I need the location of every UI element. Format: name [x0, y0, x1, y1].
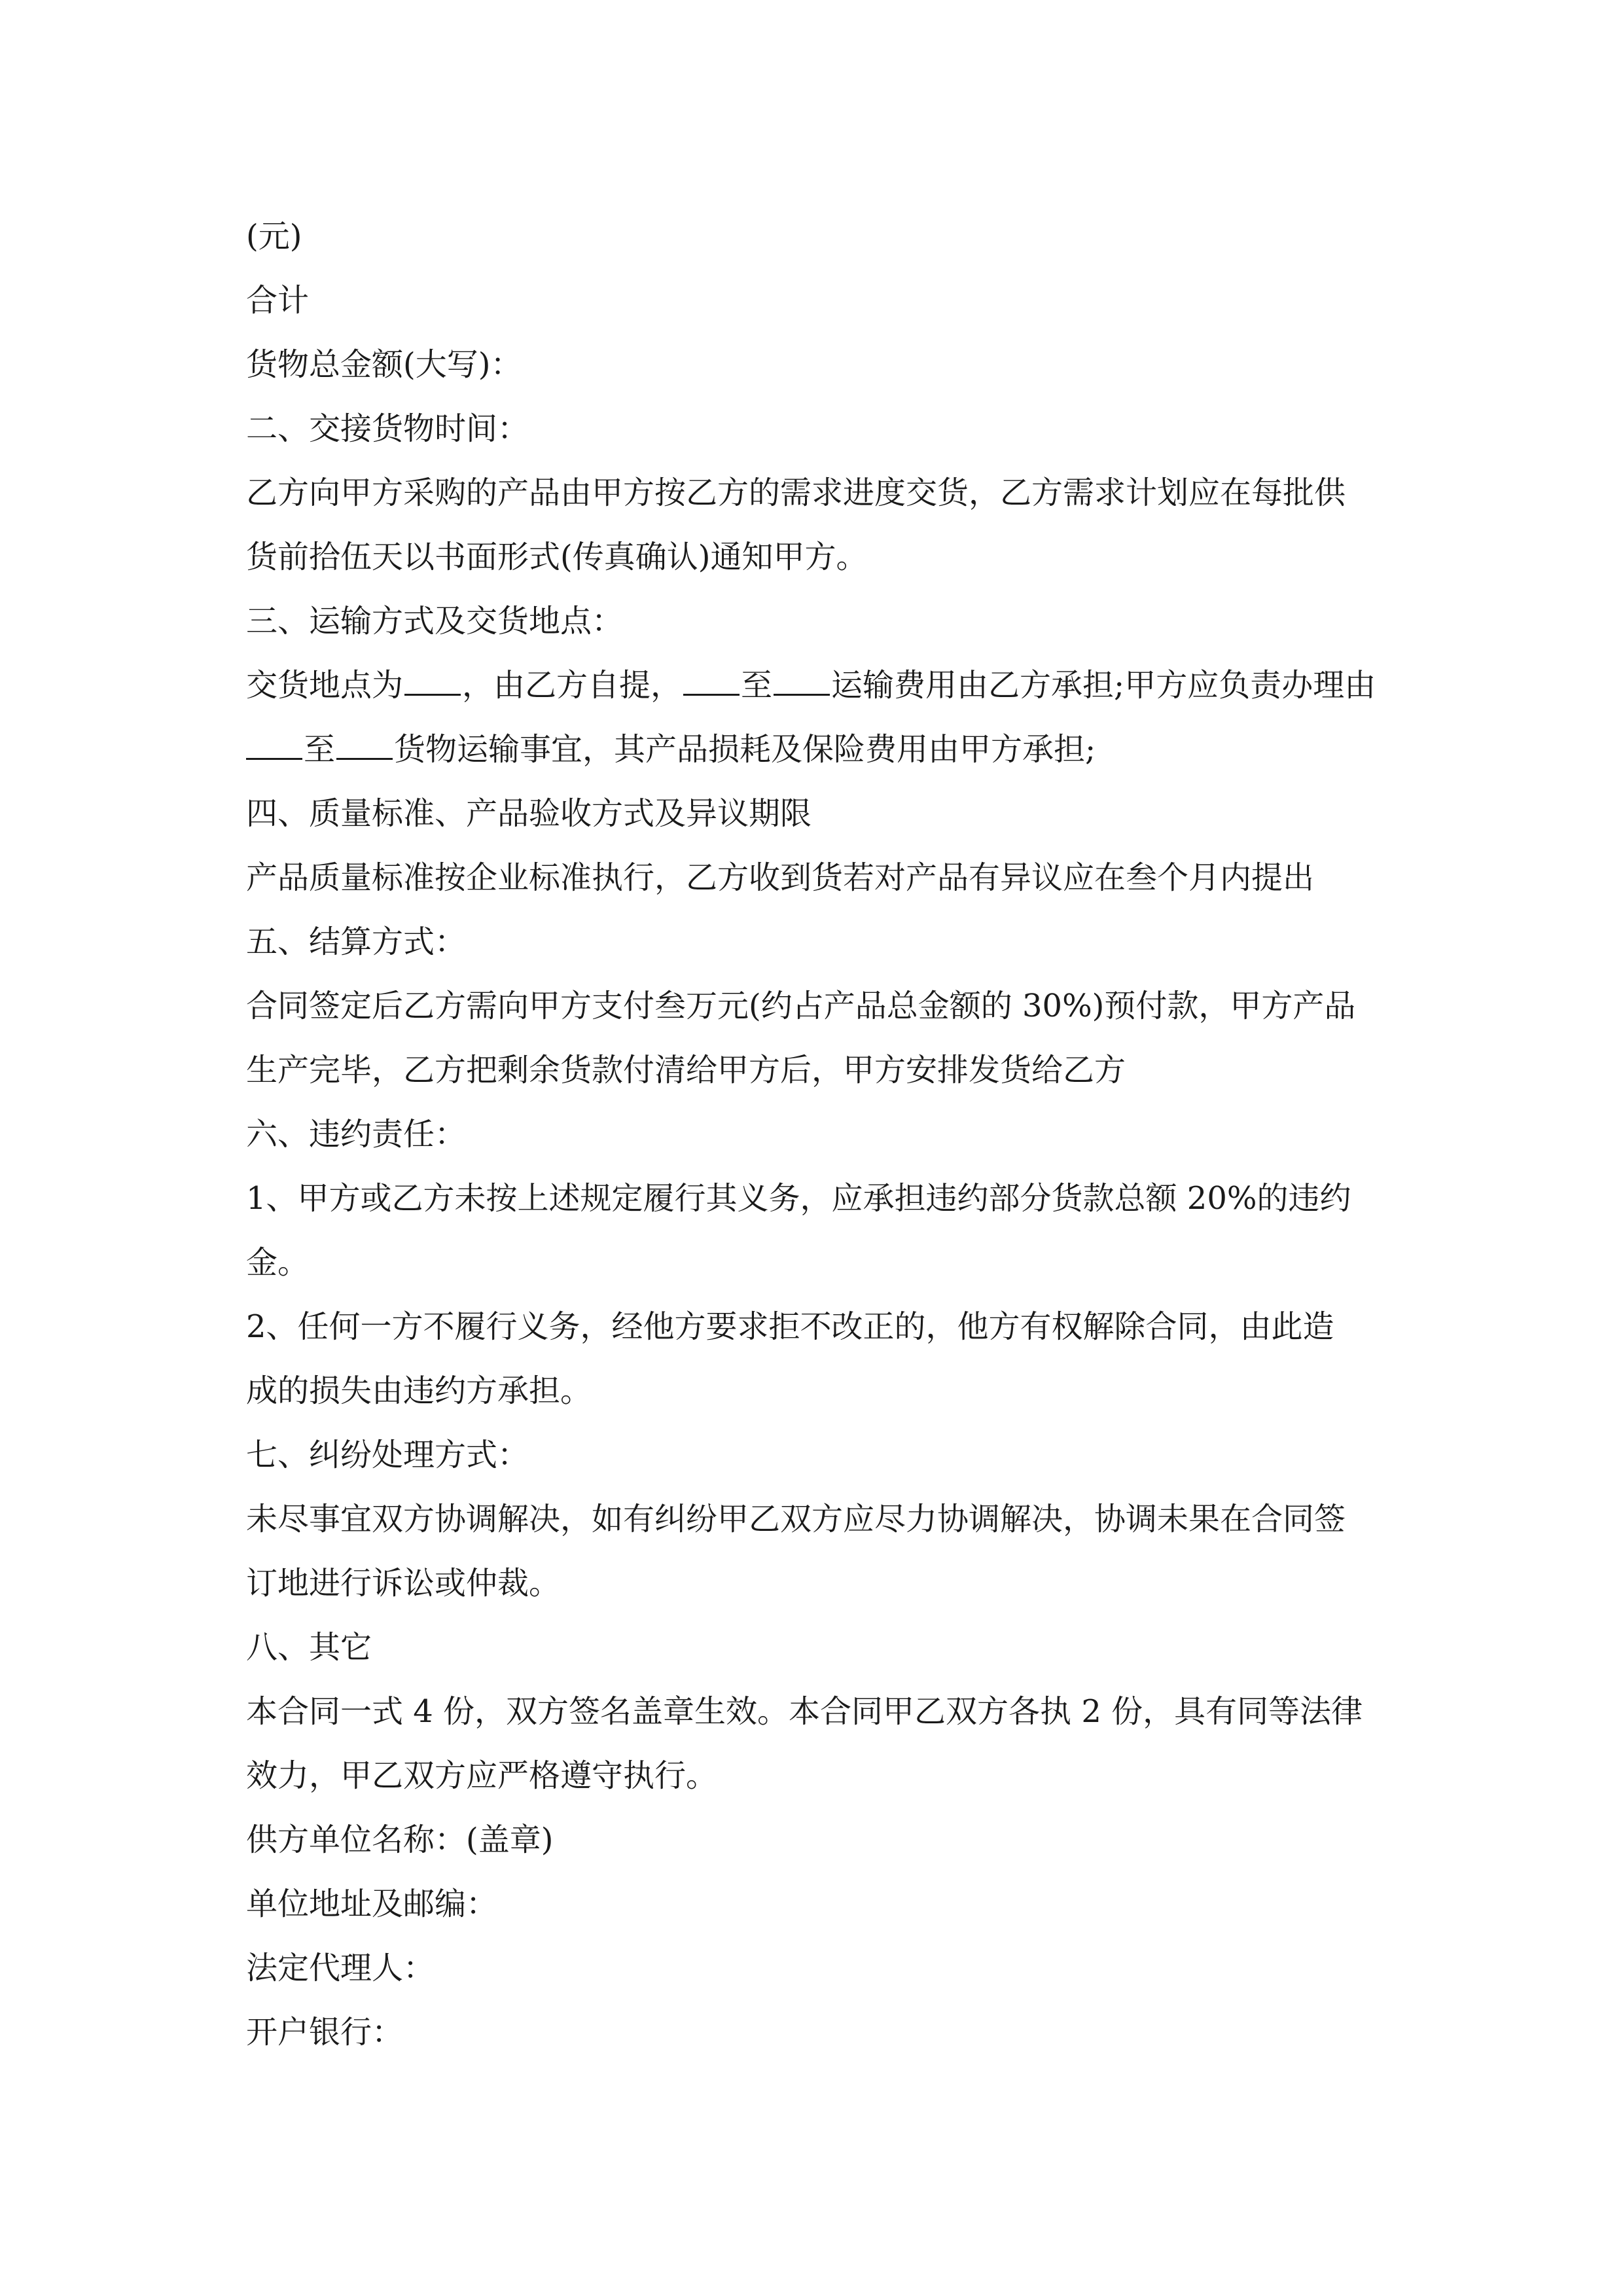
legal-agent-label: 法定代理人： [246, 1950, 435, 1986]
delivery-text: 交货地点为 [246, 667, 404, 704]
bank-label: 开户银行： [246, 2014, 404, 2051]
text-line: 本合同一式 4 份，双方签名盖章生效。本合同甲乙双方各执 2 份，具有同等法律 [246, 1693, 1363, 1730]
delivery-text: ，由乙方自提， [462, 667, 683, 704]
text-line: 生产完毕，乙方把剩余货款付清给甲方后，甲方安排发货给乙方 [246, 1052, 1126, 1088]
section-heading-4: 四、质量标准、产品验收方式及异议期限 [246, 795, 812, 832]
text-line: 合同签定后乙方需向甲方支付叁万元(约占产品总金额的 30%)预付款，甲方产品 [246, 988, 1356, 1024]
fill-blank [774, 668, 830, 696]
fill-blank [336, 732, 393, 760]
fill-blank [246, 732, 302, 760]
delivery-line-1 [246, 653, 1385, 717]
text-line: 效力，甲乙双方应严格遵守执行。 [246, 1757, 718, 1794]
text-line: 订地进行诉讼或仲裁。 [246, 1565, 561, 1602]
text-line: 合计 [246, 282, 310, 319]
section-heading-8: 八、其它 [246, 1629, 372, 1666]
text-line: 乙方向甲方采购的产品由甲方按乙方的需求进度交货，乙方需求计划应在每批供 [246, 475, 1346, 511]
supplier-name-label: 供方单位名称：(盖章) [246, 1821, 554, 1858]
fill-blank [683, 668, 740, 696]
text-line: 2、任何一方不履行义务，经他方要求拒不改正的，他方有权解除合同，由此造 [246, 1308, 1334, 1345]
text-line: 货前拾伍天以书面形式(传真确认)通知甲方。 [246, 539, 868, 575]
text-line: 成的损失由违约方承担。 [246, 1372, 592, 1409]
delivery-line-2 [246, 717, 1385, 781]
text-line: 金。 [246, 1244, 310, 1281]
text-line: 未尽事宜双方协调解决，如有纠纷甲乙双方应尽力协调解决，协调未果在合同签 [246, 1501, 1346, 1537]
fill-blank [404, 668, 461, 696]
section-heading-3: 三、运输方式及交货地点： [246, 603, 624, 639]
section-heading-2: 二、交接货物时间： [246, 410, 529, 447]
delivery-text: 至 [304, 731, 336, 768]
address-label: 单位地址及邮编： [246, 1886, 498, 1922]
section-heading-5: 五、结算方式： [246, 924, 467, 960]
delivery-text: 运输费用由乙方承担;甲方应负责办理由 [831, 667, 1376, 704]
delivery-text: 货物运输事宜，其产品损耗及保险费用由甲方承担; [394, 731, 1096, 768]
delivery-text: 至 [741, 667, 773, 704]
contract-body [246, 204, 1385, 2064]
text-line: 产品质量标准按企业标准执行，乙方收到货若对产品有异议应在叁个月内提出 [246, 859, 1315, 896]
section-heading-6: 六、违约责任： [246, 1116, 467, 1153]
text-line: (元) [246, 218, 302, 255]
text-line: 1、甲方或乙方未按上述规定履行其义务，应承担违约部分货款总额 20%的违约 [246, 1180, 1351, 1217]
text-line: 货物总金额(大写)： [246, 346, 522, 383]
section-heading-7: 七、纠纷处理方式： [246, 1437, 529, 1473]
